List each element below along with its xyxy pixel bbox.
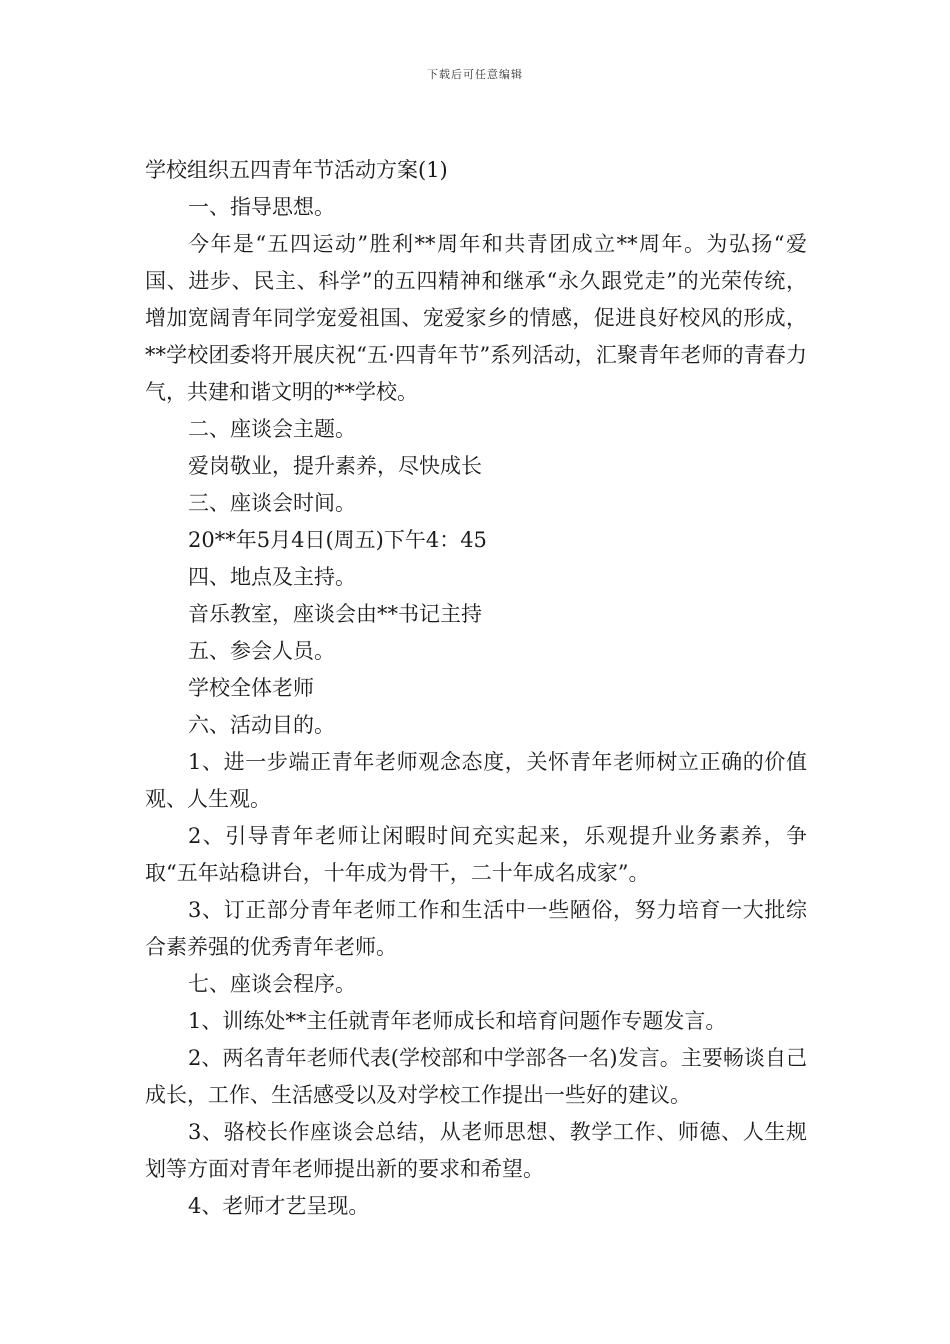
section-paragraph: 2、两名青年老师代表(学校部和中学部各一名)发言。主要畅谈自己成长，工作、生活感受以及对学校工作提出一些好的建议。 <box>145 1046 807 1107</box>
section-paragraph: 20**年5月4日(周五)下午4：45 <box>188 528 487 552</box>
section-heading: 六、活动目的。 <box>188 713 335 737</box>
section-heading: 一、指导思想。 <box>188 195 335 219</box>
section-paragraph: 音乐教室，座谈会由**书记主持 <box>188 602 482 626</box>
document-title: 学校组织五四青年节活动方案(1) <box>145 158 448 182</box>
document-body <box>145 152 807 1225</box>
section-paragraph: 3、订正部分青年老师工作和生活中一些陋俗，努力培育一大批综合素养强的优秀青年老师。 <box>145 898 807 959</box>
section-paragraph: 4、老师才艺呈现。 <box>188 1194 370 1218</box>
section-paragraph: 今年是“五四运动”胜利**周年和共青团成立**周年。为弘扬“爱国、进步、民主、科学”的五四精神和继承“永久跟党走”的光荣传统，增加宽阔青年同学宠爱祖国、宠爱家乡的情感，促进良好校风的形成，**学校团委将开展庆祝“五·四青年节”系列活动，汇聚青年老师的青春力气，共建和谐文明的**学校。 <box>145 232 807 404</box>
section-paragraph: 学校全体老师 <box>188 676 314 700</box>
header-note: 下载后可任意编辑 <box>427 68 523 81</box>
section-paragraph: 2、引导青年老师让闲暇时间充实起来，乐观提升业务素养，争取“五年站稳讲台，十年成为骨干，二十年成名成家”。 <box>145 824 807 885</box>
section-paragraph: 1、训练处**主任就青年老师成长和培育问题作专题发言。 <box>188 1009 727 1033</box>
section-paragraph: 1、进一步端正青年老师观念态度，关怀青年老师树立正确的价值观、人生观。 <box>145 750 807 811</box>
section-heading: 五、参会人员。 <box>188 639 335 663</box>
section-heading: 七、座谈会程序。 <box>188 972 356 996</box>
section-heading: 四、地点及主持。 <box>188 565 356 589</box>
section-paragraph: 3、骆校长作座谈会总结，从老师思想、教学工作、师德、人生规划等方面对青年老师提出新的要求和希望。 <box>145 1120 807 1181</box>
section-heading: 二、座谈会主题。 <box>188 417 356 441</box>
section-paragraph: 爱岗敬业，提升素养，尽快成长 <box>188 454 482 478</box>
section-heading: 三、座谈会时间。 <box>188 491 356 515</box>
